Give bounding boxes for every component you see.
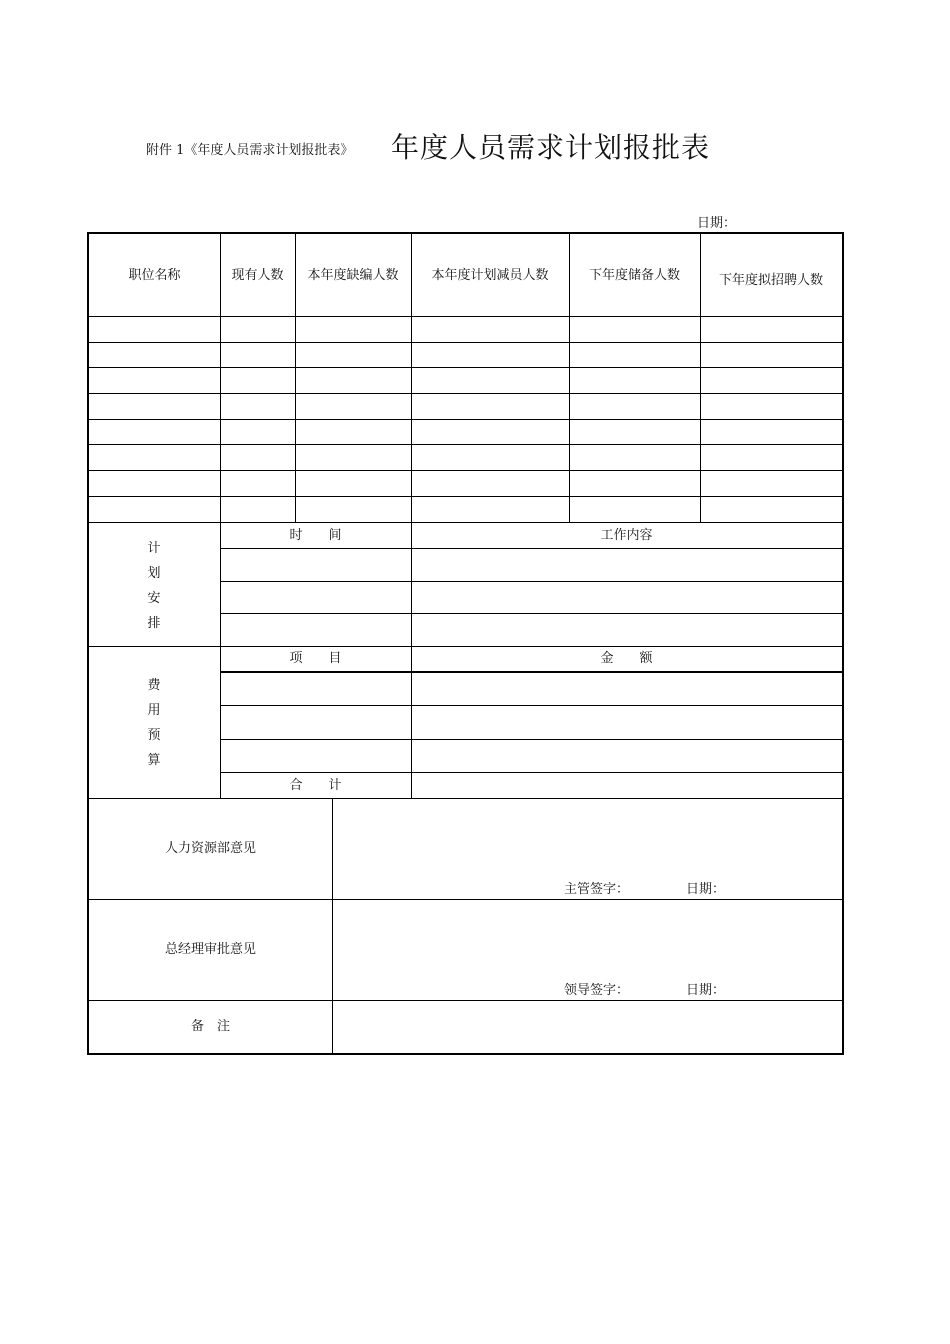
row-divider: [220, 739, 842, 740]
row-divider: [89, 367, 842, 368]
row-divider: [220, 581, 842, 582]
budget-total-label: 合 计: [289, 777, 342, 793]
hr-date-label: 日期：: [686, 882, 726, 897]
budget-label-2: 用: [147, 703, 161, 718]
plan-content-header: 工作内容: [600, 527, 653, 543]
hr-opinion-label: 人力资源部意见: [164, 841, 256, 856]
date-label: 日期：: [697, 216, 737, 231]
requisition-form: [87, 232, 844, 1055]
col-header-recruit: 下年度拟招聘人数: [718, 272, 823, 288]
remarks-label: 备 注: [190, 1019, 230, 1034]
plan-label-3: 安: [147, 591, 161, 606]
plan-time-header: 时 间: [289, 527, 342, 543]
row-divider: [89, 470, 842, 471]
budget-item-header: 项 目: [289, 651, 342, 666]
plan-label-1: 计: [147, 541, 161, 556]
row-divider: [89, 444, 842, 445]
row-divider: [89, 393, 842, 394]
row-divider: [220, 613, 842, 614]
page-title: 年度人员需求计划报批表: [391, 131, 711, 164]
attachment-label: 附件 1《年度人员需求计划报批表》: [146, 143, 354, 158]
gm-opinion-label: 总经理审批意见: [164, 942, 256, 957]
col-header-vacancy: 本年度缺编人数: [307, 267, 399, 283]
col-header-reserve: 下年度储备人数: [588, 267, 680, 283]
budget-label-4: 算: [147, 753, 161, 768]
gm-date-label: 日期：: [686, 983, 726, 998]
col-header-reduce: 本年度计划减员人数: [431, 267, 549, 283]
hr-sign-label: 主管签字：: [564, 882, 630, 897]
budget-label-3: 预: [147, 728, 161, 743]
budget-amount-header: 金 额: [600, 651, 653, 666]
row-divider: [220, 671, 842, 673]
col-divider: [220, 234, 221, 798]
row-divider: [89, 419, 842, 420]
row-divider: [89, 496, 842, 497]
row-divider: [220, 548, 842, 549]
plan-label-4: 排: [147, 616, 161, 631]
col-divider: [295, 234, 296, 522]
budget-label-1: 费: [147, 678, 161, 693]
gm-sign-label: 领导签字：: [564, 983, 630, 998]
row-divider: [89, 342, 842, 343]
row-divider: [220, 705, 842, 706]
col-header-current: 现有人数: [231, 267, 284, 283]
col-divider: [411, 234, 412, 798]
col-divider: [332, 798, 333, 1053]
plan-label-2: 划: [147, 566, 161, 581]
col-header-position: 职位名称: [128, 267, 181, 283]
